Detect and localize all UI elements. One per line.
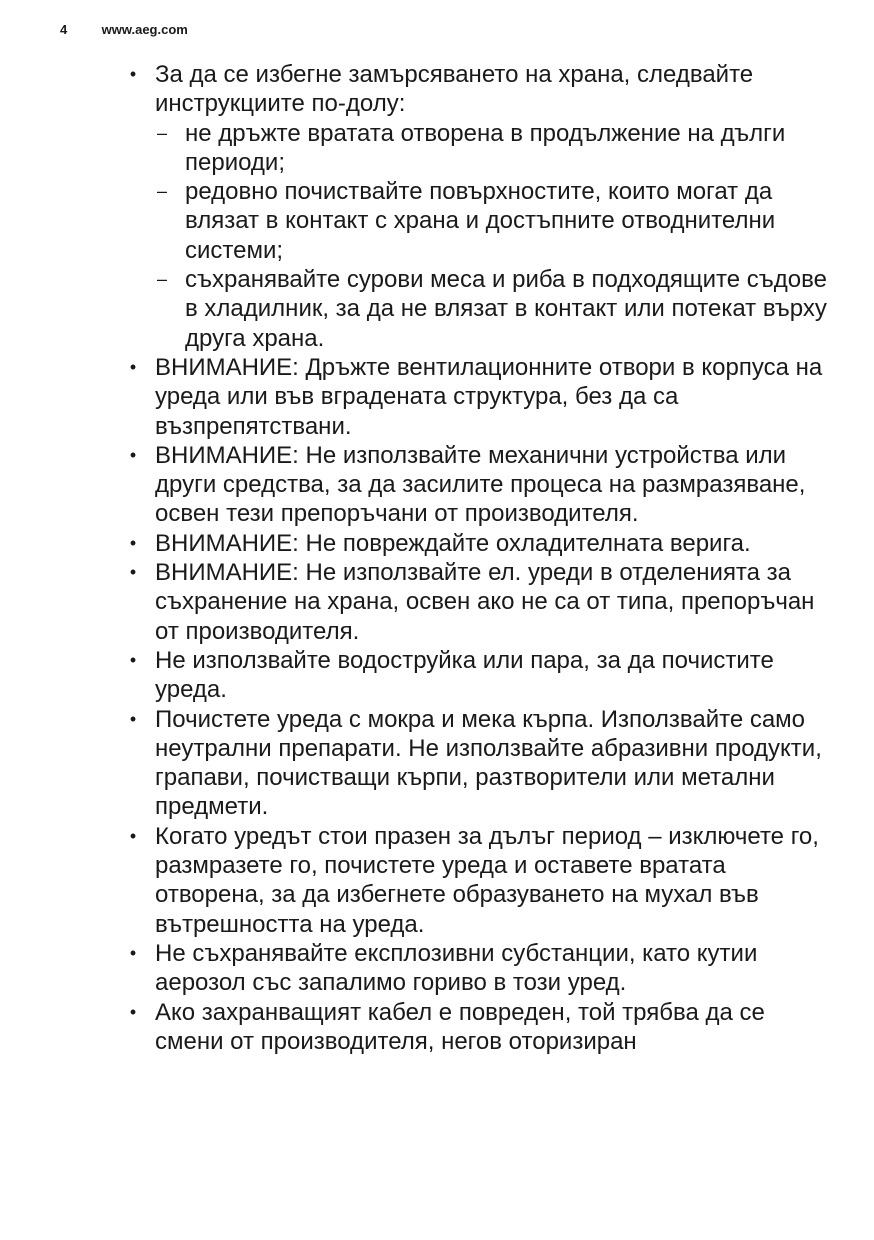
bullet-icon: •: [129, 444, 137, 465]
sub-list-item: [155, 119, 827, 178]
list-item-text: Когато уредът стои празен за дълъг период – изключете го, размразете го, почистете уреда и оставете вратата отворена, за да избегнете образуването на мухал във вътрешността на уреда.: [155, 822, 819, 938]
bullet-list: [127, 60, 827, 1056]
list-item-text: Не съхранявайте експлозивни субстанции, като кутии аерозол със запалимо гориво в този уред.: [155, 939, 758, 997]
list-item: [127, 529, 827, 558]
page-number: 4: [60, 22, 68, 37]
bullet-icon: •: [129, 1001, 137, 1022]
sub-list: [155, 119, 827, 353]
bullet-icon: •: [129, 64, 137, 84]
list-item-text: Ако захранващият кабел е повреден, той трябва да се смени от производителя, негов оторизиран: [155, 998, 765, 1055]
list-item-text: Почистете уреда с мокра и мека кърпа. Използвайте само неутрални препарати. Не използвайте абразивни продукти, грапави, почистващи кърпи, разтворители или метални предмети.: [155, 705, 822, 821]
sub-list-item-text: съхранявайте сурови меса и риба в подходящите съдове в хладилник, за да не влязат в контакт или потекат върху друга храна.: [185, 266, 827, 352]
bullet-icon: •: [129, 562, 137, 583]
dash-icon: –: [157, 269, 168, 290]
sub-list-item-text: редовно почиствайте повърхностите, които могат да влязат в контакт с храна и достъпните отводнителни системи;: [185, 178, 776, 264]
list-item: [127, 998, 827, 1057]
dash-icon: –: [157, 122, 168, 143]
sub-list-item-text: не дръжте вратата отворена в продължение на дълги периоди;: [185, 119, 786, 176]
list-item-text: Не използвайте водоструйка или пара, за да почистите уреда.: [155, 646, 774, 704]
bullet-icon: •: [129, 825, 137, 846]
bullet-icon: •: [129, 649, 137, 670]
list-item: [127, 822, 827, 939]
bullet-icon: •: [129, 532, 137, 553]
list-item: [127, 558, 827, 646]
website-url: www.aeg.com: [101, 22, 188, 37]
list-item: [127, 705, 827, 822]
list-item-text: ВНИМАНИЕ: Не повреждайте охладителната верига.: [155, 529, 751, 557]
list-item: [127, 939, 827, 998]
sub-list-item: [155, 177, 827, 265]
list-item-text: ВНИМАНИЕ: Не използвайте ел. уреди в отделенията за съхранение на храна, освен ако не са от типа, препоръчан от производителя.: [155, 559, 815, 645]
bullet-icon: •: [129, 942, 137, 963]
list-item: [127, 353, 827, 441]
list-item-text: ВНИМАНИЕ: Не използвайте механични устройства или други средства, за да засилите процеса на размразяване, освен тези препоръчани от производителя.: [155, 441, 806, 528]
page-header: [60, 22, 188, 37]
list-item: [127, 646, 827, 705]
list-item-text: За да се избегне замърсяването на храна, следвайте инструкциите по-долу:: [155, 61, 754, 118]
dash-icon: –: [157, 181, 168, 202]
bullet-icon: •: [129, 708, 137, 729]
bullet-icon: •: [129, 356, 137, 377]
sub-list-item: [155, 265, 827, 353]
list-item: [127, 60, 827, 353]
list-item-text: ВНИМАНИЕ: Дръжте вентилационните отвори в корпуса на уреда или във вградената структура, без да са възпрепятствани.: [155, 353, 823, 440]
list-item: [127, 441, 827, 529]
